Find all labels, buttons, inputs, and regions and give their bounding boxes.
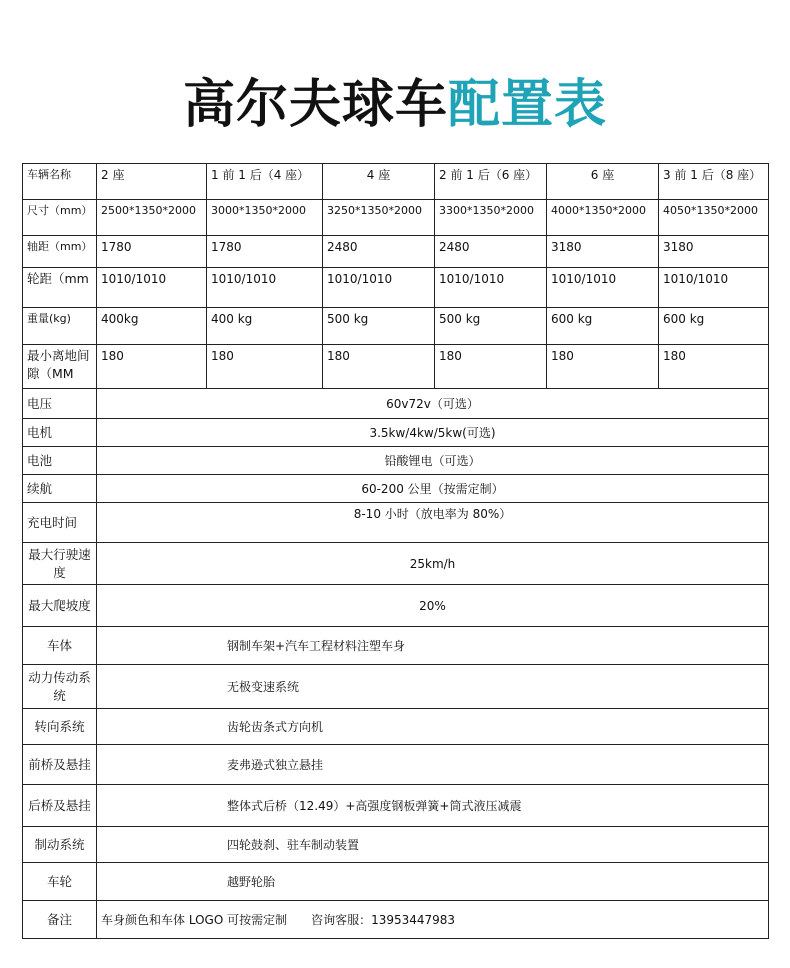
table-cell: 180 <box>435 345 547 389</box>
spec-label: 最大行驶速度 <box>23 543 97 585</box>
table-cell: 3250*1350*2000 <box>323 200 435 236</box>
spec-value: 铅酸锂电（可选） <box>97 447 769 475</box>
feature-row <box>23 827 769 863</box>
spec-label: 电池 <box>23 447 97 475</box>
spec-label: 续航 <box>23 475 97 503</box>
feature-label: 前桥及悬挂 <box>23 745 97 785</box>
model-name: 4 座 <box>323 164 435 200</box>
header-label: 车辆名称 <box>23 164 97 200</box>
feature-value: 整体式后桥（12.49）+高强度钢板弹簧+筒式液压减震 <box>97 785 769 827</box>
table-cell: 3180 <box>659 236 769 268</box>
table-cell: 1010/1010 <box>659 268 769 308</box>
table-cell: 1010/1010 <box>547 268 659 308</box>
table-row <box>23 200 769 236</box>
table-cell: 4050*1350*2000 <box>659 200 769 236</box>
model-name: 1 前 1 后（4 座） <box>207 164 323 200</box>
feature-row <box>23 745 769 785</box>
title-main: 高尔夫球车 <box>182 75 448 135</box>
row-label: 最小离地间隙（MM <box>23 345 97 389</box>
model-name: 2 前 1 后（6 座） <box>435 164 547 200</box>
table-cell: 600 kg <box>547 308 659 345</box>
table-cell: 400kg <box>97 308 207 345</box>
table-cell: 400 kg <box>207 308 323 345</box>
table-cell: 180 <box>659 345 769 389</box>
table-cell: 180 <box>207 345 323 389</box>
spec-row <box>23 475 769 503</box>
spec-value: 20% <box>97 585 769 627</box>
spec-value: 25km/h <box>97 543 769 585</box>
spec-row <box>23 543 769 585</box>
feature-row <box>23 709 769 745</box>
spec-row <box>23 419 769 447</box>
table-cell: 1010/1010 <box>97 268 207 308</box>
row-label: 轮距（mm <box>23 268 97 308</box>
spec-label: 最大爬坡度 <box>23 585 97 627</box>
table-cell: 1780 <box>207 236 323 268</box>
spec-row <box>23 585 769 627</box>
model-name: 3 前 1 后（8 座） <box>659 164 769 200</box>
remark-row <box>23 901 769 939</box>
spec-label: 充电时间 <box>23 503 97 543</box>
row-label: 轴距（mm） <box>23 236 97 268</box>
feature-label: 车轮 <box>23 863 97 901</box>
table-cell: 1010/1010 <box>207 268 323 308</box>
feature-value: 钢制车架+汽车工程材料注塑车身 <box>97 627 769 665</box>
spec-label: 电机 <box>23 419 97 447</box>
feature-row <box>23 863 769 901</box>
row-label: 尺寸（mm） <box>23 200 97 236</box>
feature-row <box>23 785 769 827</box>
table-row <box>23 345 769 389</box>
table-cell: 2480 <box>323 236 435 268</box>
feature-value: 麦弗逊式独立悬挂 <box>97 745 769 785</box>
table-cell: 600 kg <box>659 308 769 345</box>
spec-row <box>23 503 769 543</box>
spec-label: 电压 <box>23 389 97 419</box>
page-title <box>0 70 790 140</box>
spec-value: 60-200 公里（按需定制） <box>97 475 769 503</box>
row-label: 重量(kg) <box>23 308 97 345</box>
feature-value: 无极变速系统 <box>97 665 769 709</box>
table-cell: 3000*1350*2000 <box>207 200 323 236</box>
feature-value: 四轮鼓刹、驻车制动装置 <box>97 827 769 863</box>
spec-value: 3.5kw/4kw/5kw(可选) <box>97 419 769 447</box>
config-table <box>22 163 769 939</box>
feature-value: 齿轮齿条式方向机 <box>97 709 769 745</box>
remark-value: 车身颜色和车体 LOGO 可按需定制 咨询客服：13953447983 <box>97 901 769 939</box>
model-name: 6 座 <box>547 164 659 200</box>
table-cell: 500 kg <box>323 308 435 345</box>
feature-label: 制动系统 <box>23 827 97 863</box>
table-cell: 2500*1350*2000 <box>97 200 207 236</box>
table-cell: 3180 <box>547 236 659 268</box>
table-cell: 2480 <box>435 236 547 268</box>
spec-row <box>23 389 769 419</box>
table-cell: 3300*1350*2000 <box>435 200 547 236</box>
feature-row <box>23 627 769 665</box>
feature-value: 越野轮胎 <box>97 863 769 901</box>
table-cell: 1010/1010 <box>435 268 547 308</box>
spec-value: 60v72v（可选） <box>97 389 769 419</box>
table-row <box>23 268 769 308</box>
feature-label: 后桥及悬挂 <box>23 785 97 827</box>
table-row <box>23 308 769 345</box>
feature-row <box>23 665 769 709</box>
header-row <box>23 164 769 200</box>
table-cell: 4000*1350*2000 <box>547 200 659 236</box>
spec-row <box>23 447 769 475</box>
model-name: 2 座 <box>97 164 207 200</box>
table-cell: 1010/1010 <box>323 268 435 308</box>
table-cell: 180 <box>97 345 207 389</box>
feature-label: 动力传动系统 <box>23 665 97 709</box>
remark-label: 备注 <box>23 901 97 939</box>
table-cell: 180 <box>323 345 435 389</box>
spec-value: 8-10 小时（放电率为 80%） <box>97 503 769 543</box>
table-cell: 500 kg <box>435 308 547 345</box>
title-highlight: 配置表 <box>448 75 608 135</box>
feature-label: 转向系统 <box>23 709 97 745</box>
table-cell: 180 <box>547 345 659 389</box>
table-row <box>23 236 769 268</box>
table-cell: 1780 <box>97 236 207 268</box>
feature-label: 车体 <box>23 627 97 665</box>
